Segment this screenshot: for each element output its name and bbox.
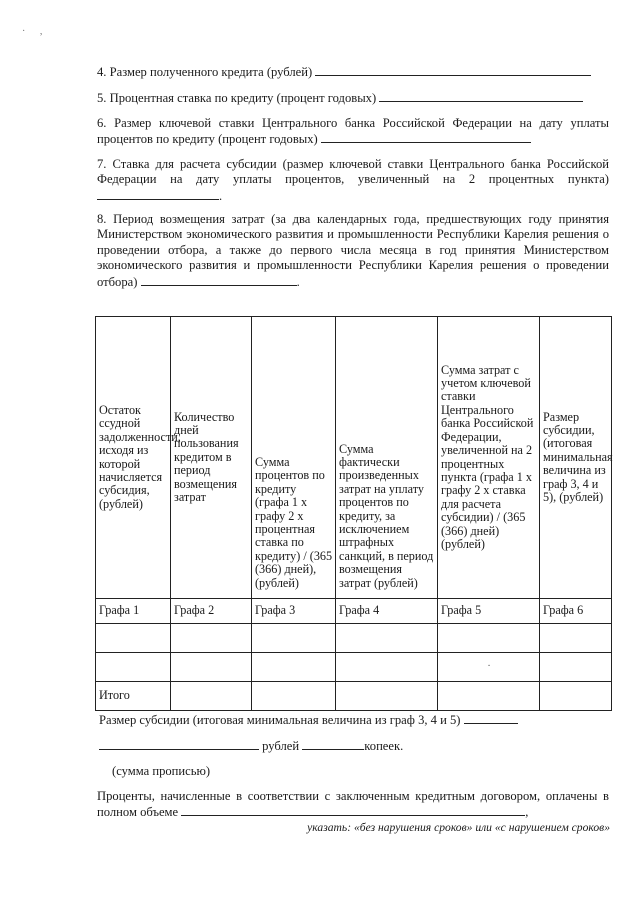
table-cell[interactable] (96, 624, 171, 653)
table-cell[interactable] (252, 682, 336, 711)
column-number: Графа 5 (438, 599, 540, 624)
kopeks-label: копеек. (364, 739, 404, 753)
total-label: Итого (96, 682, 171, 711)
table-cell[interactable]: · (438, 653, 540, 682)
item-label: 8. Период возмещения затрат (за два календарных года, предшествующих году принятия Министерством экономического развития и промышленности Республики Карелия решения о проведении отбора, а также до первого числа месяца в год принятия Министерством экономического развития и промышленности Республики Карелия решения о проведении отбора) (97, 212, 609, 289)
subsidy-label: Размер субсидии (итоговая минимальная величина из граф 3, 4 и 5) (99, 713, 461, 727)
table-cell[interactable] (336, 624, 438, 653)
column-number: Графа 3 (252, 599, 336, 624)
item-interest-rate (97, 90, 609, 106)
column-header: Размер субсидии, (итоговая минимальная величина из граф 3, 4 и 5), (рублей) (540, 317, 612, 599)
fill-line[interactable] (315, 64, 591, 76)
table-cell[interactable] (171, 624, 252, 653)
item-reimbursement-period: 8. Период возмещения затрат (за два календарных года, предшествующих году принятия Министерством экономического развития и промышленности Республики Карелия решения о проведении отбора, а также до первого числа месяца в год принятия Министерством экономического развития и промышленности Республики Карелия решения о проведении отбора) . (97, 212, 609, 289)
item-key-rate (97, 116, 609, 148)
fill-line[interactable] (379, 90, 583, 102)
table-cell[interactable] (540, 653, 612, 682)
rubles-field[interactable] (99, 738, 259, 750)
item-subsidy-rate: 7. Ставка для расчета субсидии (размер ключевой ставки Центрального банка Российской Федерации на дату уплаты процентов, увеличенный на 2 процентных пункта) . (97, 157, 609, 203)
column-number-row (96, 599, 612, 624)
table-cell[interactable] (438, 624, 540, 653)
table-cell[interactable] (336, 682, 438, 711)
column-number: Графа 4 (336, 599, 438, 624)
fill-line[interactable] (97, 188, 219, 200)
item-label: 5. Процентная ставка по кредиту (процент годовых) (97, 91, 377, 105)
scan-specks: · , (22, 26, 49, 37)
sum-in-words-caption: (сумма прописью) (112, 764, 211, 778)
subsidy-amount-line (99, 712, 518, 728)
table-cell[interactable] (96, 653, 171, 682)
column-header: Сумма затрат с учетом ключевой ставки Центрального банка Российской Федерации, увеличенной на 2 процентных пункта (графа 1 х графу 2 х ставка для расчета субсидии) / (365 (366) дней) (рублей) (438, 317, 540, 599)
rubles-label: рублей (262, 739, 300, 753)
column-header: Сумма процентов по кредиту (графа 1 х графу 2 х процентная ставка по кредиту) / (365 (366) дней), (рублей) (252, 317, 336, 599)
table-header-row (96, 317, 612, 599)
column-number: Графа 1 (96, 599, 171, 624)
table-cell[interactable] (171, 682, 252, 711)
fill-line[interactable] (141, 274, 297, 286)
fill-line[interactable] (464, 712, 518, 724)
table-cell[interactable] (252, 624, 336, 653)
table-cell[interactable] (540, 682, 612, 711)
item-label: 7. Ставка для расчета субсидии (размер ключевой ставки Центрального банка Российской Федерации на дату уплаты процентов, увеличенный на 2 процентных пункта) (97, 157, 609, 187)
fill-line[interactable] (321, 131, 531, 143)
column-header: Количество дней пользования кредитом в период возмещения затрат (171, 317, 252, 599)
table-cell[interactable] (438, 682, 540, 711)
table-cell[interactable] (171, 653, 252, 682)
column-header: Остаток ссудной задолженности, исходя из которой начисляется субсидия, (рублей) (96, 317, 171, 599)
column-header: Сумма фактически произведенных затрат на уплату процентов по кредиту, за исключением штрафных санкций, в период возмещения затрат (рублей) (336, 317, 438, 599)
table-total-row (96, 682, 612, 711)
item-loan-amount (97, 64, 609, 80)
kopeks-field[interactable] (302, 738, 364, 750)
interest-paid-statement: Проценты, начисленные в соответствии с заключенным кредитным договором, оплачены в полном объеме , (97, 789, 609, 820)
item-label: 6. Размер ключевой ставки Центрального банка Российской Федерации на дату уплаты процентов по кредиту (процент годовых) (97, 116, 609, 147)
interest-text: Проценты, начисленные в соответствии с заключенным кредитным договором, оплачены в полном объеме (97, 789, 609, 820)
table-cell[interactable] (252, 653, 336, 682)
column-number: Графа 6 (540, 599, 612, 624)
fill-line[interactable] (181, 804, 525, 816)
table-cell[interactable] (540, 624, 612, 653)
calculation-table (95, 316, 612, 711)
instruction-note: указать: «без нарушения сроков» или «с нарушением сроков» (307, 821, 610, 834)
table-cell[interactable] (336, 653, 438, 682)
column-number: Графа 2 (171, 599, 252, 624)
table-row (96, 653, 612, 682)
item-label: 4. Размер полученного кредита (рублей) (97, 65, 313, 79)
table-row (96, 624, 612, 653)
subsidy-sum-line (99, 738, 403, 754)
